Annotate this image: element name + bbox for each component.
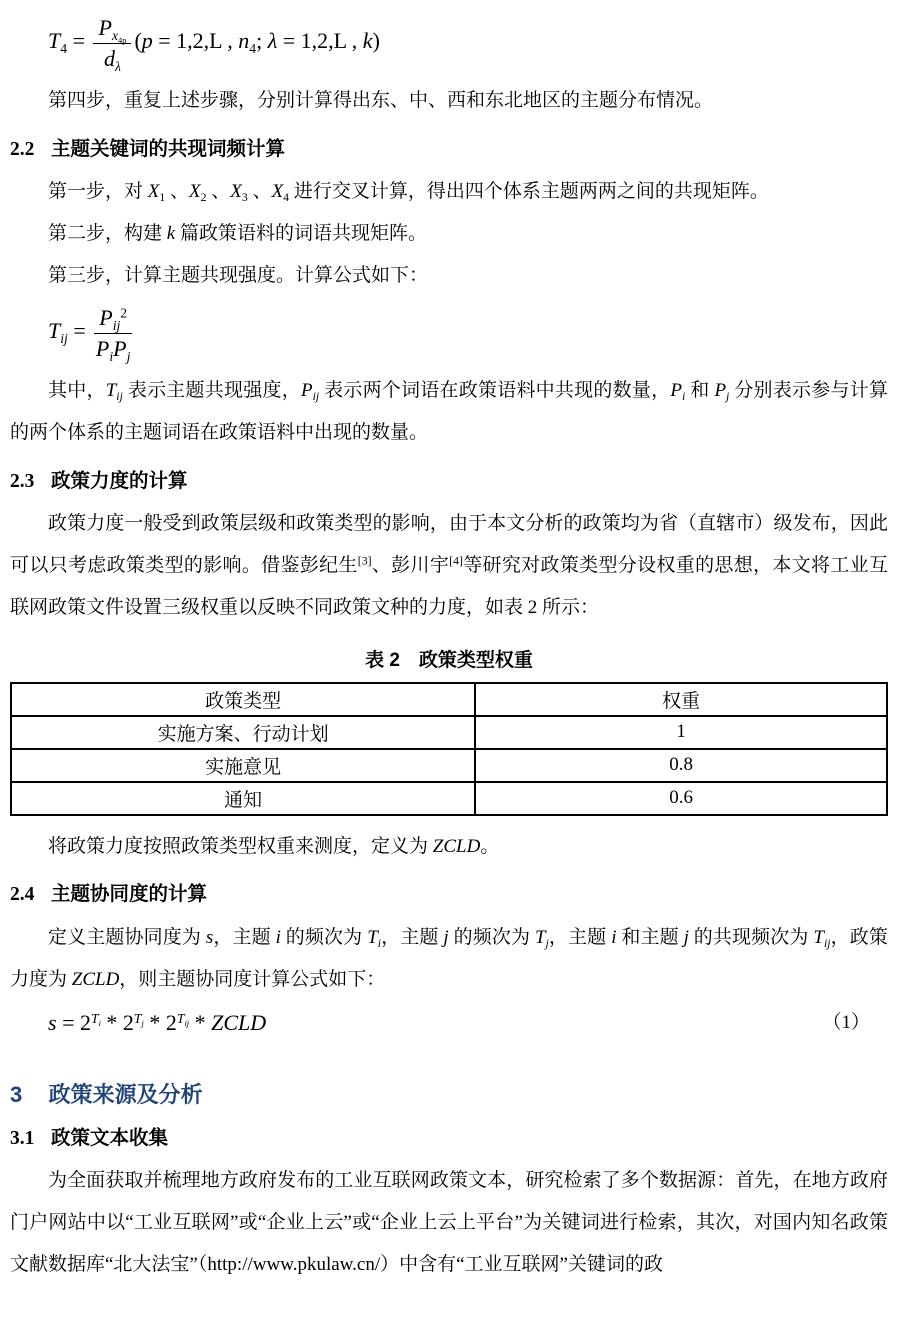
math-variable: Ti xyxy=(90,1010,101,1028)
paragraph-step3 xyxy=(10,255,888,297)
math-variable: ZCLD xyxy=(71,968,120,990)
math-variable: $X_4$ xyxy=(271,181,290,205)
paragraph-policy-strength xyxy=(10,503,888,628)
math-variable: j xyxy=(726,390,730,404)
math-variable: i xyxy=(377,936,382,950)
equation-tij xyxy=(10,304,888,362)
math-variable: j xyxy=(443,926,449,948)
paragraph-step4 xyxy=(10,80,888,122)
text-run: 第三步，计算主题共现强度。计算公式如下： xyxy=(48,264,429,286)
text-run: = xyxy=(67,28,91,54)
equation-number: （1） xyxy=(822,1012,870,1034)
math-variable: ij xyxy=(823,936,831,950)
math-variable: λ xyxy=(267,28,278,54)
math-variable: i xyxy=(98,1017,101,1028)
text-run: 进行交叉计算，得出四个体系主题两两之间的共现矩阵。 xyxy=(289,181,769,203)
text-run xyxy=(449,555,463,576)
superscript: [4] xyxy=(449,554,463,568)
table-header-row xyxy=(11,683,887,716)
section-title: 政策文本收集 xyxy=(50,1127,168,1149)
superscript xyxy=(177,1011,189,1026)
math-variable: k xyxy=(166,222,176,244)
subscript: 4 xyxy=(60,40,68,56)
text-run: = 1,2,L , xyxy=(152,28,239,54)
subscript: 2 xyxy=(200,191,207,205)
text-run: 、彭川宇 xyxy=(371,555,450,577)
subscript xyxy=(115,58,121,73)
text-run: 的共现频次为 xyxy=(688,926,814,948)
text-run: 。 xyxy=(480,835,500,857)
math-variable: j xyxy=(126,348,131,364)
text-run: $2^{T_i}$ xyxy=(79,1010,101,1036)
text-run: ( xyxy=(134,28,142,54)
math-variable: $P_j$ xyxy=(714,380,730,404)
text-run: ，主题 xyxy=(548,926,612,948)
fraction xyxy=(93,14,131,72)
text-run: = xyxy=(67,318,92,344)
text-run: 表示主题共现强度， xyxy=(122,380,301,402)
text-run: 第一步，对 xyxy=(48,181,148,203)
paragraph-synergy-definition xyxy=(10,917,888,1001)
text-run: 、 xyxy=(247,181,272,203)
section-title: 主题关键词的共现词频计算 xyxy=(50,137,285,160)
subscript: 1 xyxy=(159,191,166,205)
superscript: [3] xyxy=(357,554,372,568)
fraction xyxy=(94,304,132,362)
table-row xyxy=(11,782,887,815)
text-run: 其中， xyxy=(48,380,106,402)
text-run: ，政策力度为 xyxy=(10,926,888,990)
math-variable: k xyxy=(362,28,373,54)
section-heading-3 xyxy=(10,1078,888,1111)
math-variable: $X_2$ xyxy=(189,181,207,205)
section-heading-2-3 xyxy=(10,467,888,496)
math-variable: $P_{ij}$ xyxy=(300,380,320,404)
formula xyxy=(48,304,135,362)
section-number: 3 xyxy=(10,1082,23,1107)
text-run: ，主题 xyxy=(213,926,276,948)
superscript: 2 xyxy=(120,305,128,321)
text-run: ; xyxy=(256,28,268,54)
math-variable: j xyxy=(545,936,549,950)
text-run: 等研究对政策类型分设权重的思想，本文将工业互联网政策文件设置三级权重以反映不同政策文种的力度，如表 2 所示： xyxy=(10,555,888,618)
policy-type-cell: 通知 xyxy=(11,782,475,815)
policy-type-cell: 实施意见 xyxy=(11,749,475,782)
math-variable: $P_j$ xyxy=(113,335,131,364)
paragraph-step1 xyxy=(10,171,888,213)
math-variable: s xyxy=(48,1010,57,1036)
math-variable: $T_{ij}$ xyxy=(48,318,68,347)
text-run: * xyxy=(143,1010,166,1036)
text-run: ) xyxy=(372,28,380,54)
subscript: 3 xyxy=(241,191,248,205)
math-variable: j xyxy=(141,1017,144,1028)
text-run: * xyxy=(100,1010,123,1036)
text-run: ，主题 xyxy=(381,926,444,948)
text-run: = xyxy=(56,1010,80,1036)
text-run: $2^{T_j}$ xyxy=(122,1010,144,1036)
math-variable: $d_\lambda$ xyxy=(104,45,121,74)
text-run: 和 xyxy=(685,380,715,402)
math-variable: $P_i$ xyxy=(670,380,686,404)
paragraph-zcld xyxy=(10,826,888,868)
section-title: 政策力度的计算 xyxy=(50,470,188,493)
superscript xyxy=(91,1011,101,1026)
math-variable: i xyxy=(109,348,114,364)
math-variable: λ xyxy=(115,58,121,74)
weight-cell: 0.8 xyxy=(475,749,887,782)
section-number: 2.2 xyxy=(10,138,35,160)
column-header: 权重 xyxy=(475,683,887,716)
column-header: 政策类型 xyxy=(11,683,475,716)
section-heading-2-4 xyxy=(10,880,888,909)
text-run: 的频次为 xyxy=(448,926,535,948)
math-variable: $T_{ij}$ xyxy=(813,926,831,950)
math-variable: ij xyxy=(112,318,121,334)
text-run: 分别表示参与计算的两个体系的主题词语在政策语料中出现的数量。 xyxy=(10,380,888,444)
subscript: 4p xyxy=(118,34,127,45)
math-variable: $X_3$ xyxy=(230,181,248,205)
math-variable: $T_{ij}$ xyxy=(105,380,123,404)
subscript: 4 xyxy=(283,191,290,205)
formula xyxy=(48,1008,266,1038)
math-variable: $n_4$ xyxy=(238,28,257,56)
policy-type-cell: 实施方案、行动计划 xyxy=(11,716,475,749)
table-caption: 表 2 政策类型权重 xyxy=(365,649,533,671)
text-run: 政策力度一般受到政策层级和政策类型的影响，由于本文分析的政策均为省（直辖市）级发布，因此可以只考虑政策类型的影响。借鉴彭纪生 xyxy=(10,513,888,577)
section-number: 2.4 xyxy=(10,884,35,906)
math-variable: $P_{x_{4p}}$ xyxy=(98,15,127,45)
section-number: 3.1 xyxy=(10,1128,35,1149)
text-run: 的频次为 xyxy=(280,926,368,948)
policy-type-weight-table xyxy=(10,682,888,816)
math-variable: Tj xyxy=(133,1010,144,1028)
text-run: 篇政策语料的词语共现矩阵。 xyxy=(175,222,427,244)
math-variable: j xyxy=(683,926,689,948)
math-variable: i xyxy=(611,926,617,948)
math-variable: i xyxy=(681,390,686,404)
equation-t4 xyxy=(10,14,888,72)
text-run: $2^{T_{ij}}$ xyxy=(165,1010,190,1036)
paragraph-qizhong xyxy=(10,370,888,454)
text-run: 、 xyxy=(165,181,190,203)
text-run: = 1,2,L , xyxy=(277,28,363,54)
math-variable: $T_4$ xyxy=(48,28,68,56)
table-row xyxy=(11,749,887,782)
text-run: 表示两个词语在政策语料中共现的数量， xyxy=(319,380,671,402)
text-run: ，则主题协同度计算公式如下： xyxy=(119,968,386,990)
math-variable: x4p xyxy=(111,27,127,45)
table-row xyxy=(11,716,887,749)
text-run: * xyxy=(189,1010,212,1036)
text-run: 、 xyxy=(206,181,231,203)
math-variable: ij xyxy=(60,331,68,347)
math-variable: $P_{ij}^2$ xyxy=(99,305,128,334)
text-run: 将政策力度按照政策类型权重来测度，定义为 xyxy=(48,835,433,857)
math-variable: ZCLD xyxy=(432,835,481,857)
text-run: 第四步，重复上述步骤，分别计算得出东、中、西和东北地区的主题分布情况。 xyxy=(48,90,714,111)
subscript xyxy=(112,28,127,43)
math-variable: p xyxy=(141,28,153,54)
weight-cell: 0.6 xyxy=(475,782,887,815)
paragraph-step2 xyxy=(10,213,888,255)
section-title: 主题协同度的计算 xyxy=(50,883,207,906)
math-variable: i xyxy=(275,926,281,948)
subscript: 4 xyxy=(249,40,257,56)
math-variable: ij xyxy=(312,390,320,404)
math-variable: s xyxy=(205,926,214,948)
section-heading-2-2 xyxy=(10,135,888,164)
text-run: 第二步，构建 xyxy=(48,222,167,244)
weight-cell: 1 xyxy=(475,716,887,749)
formula xyxy=(48,14,380,72)
text-run: 和主题 xyxy=(616,926,684,948)
subscript xyxy=(127,349,131,364)
text-run: 定义主题协同度为 xyxy=(48,926,206,948)
section-heading-3-1 xyxy=(10,1124,888,1153)
math-variable: Tij xyxy=(176,1010,190,1028)
text-run: 为全面获取并梳理地方政府发布的工业互联网政策文本，研究检索了多个数据源：首先，在地方政府门户网站中以“工业互联网”或“企业上云”或“企业上云上平台”为关键词进行检索，其次，对国内知名政策文献数据库“北大法宝”（http://www.pkulaw.cn/）中含有“工业互联网”关键词的政 xyxy=(10,1170,888,1275)
superscript xyxy=(134,1011,144,1026)
subscript xyxy=(60,331,68,346)
math-variable: $T_i$ xyxy=(367,926,382,950)
math-variable: $P_i$ xyxy=(95,335,114,364)
math-variable: ZCLD xyxy=(211,1010,267,1036)
math-variable: $X_1$ xyxy=(147,181,166,205)
math-variable: ij xyxy=(184,1017,190,1028)
equation-s xyxy=(10,1008,888,1038)
section-number: 2.3 xyxy=(10,471,35,493)
section-title: 政策来源及分析 xyxy=(48,1082,203,1107)
text-run xyxy=(358,555,372,576)
math-variable: ij xyxy=(116,390,123,404)
paragraph-text-collection xyxy=(10,1160,888,1285)
math-variable: $T_j$ xyxy=(534,926,549,950)
